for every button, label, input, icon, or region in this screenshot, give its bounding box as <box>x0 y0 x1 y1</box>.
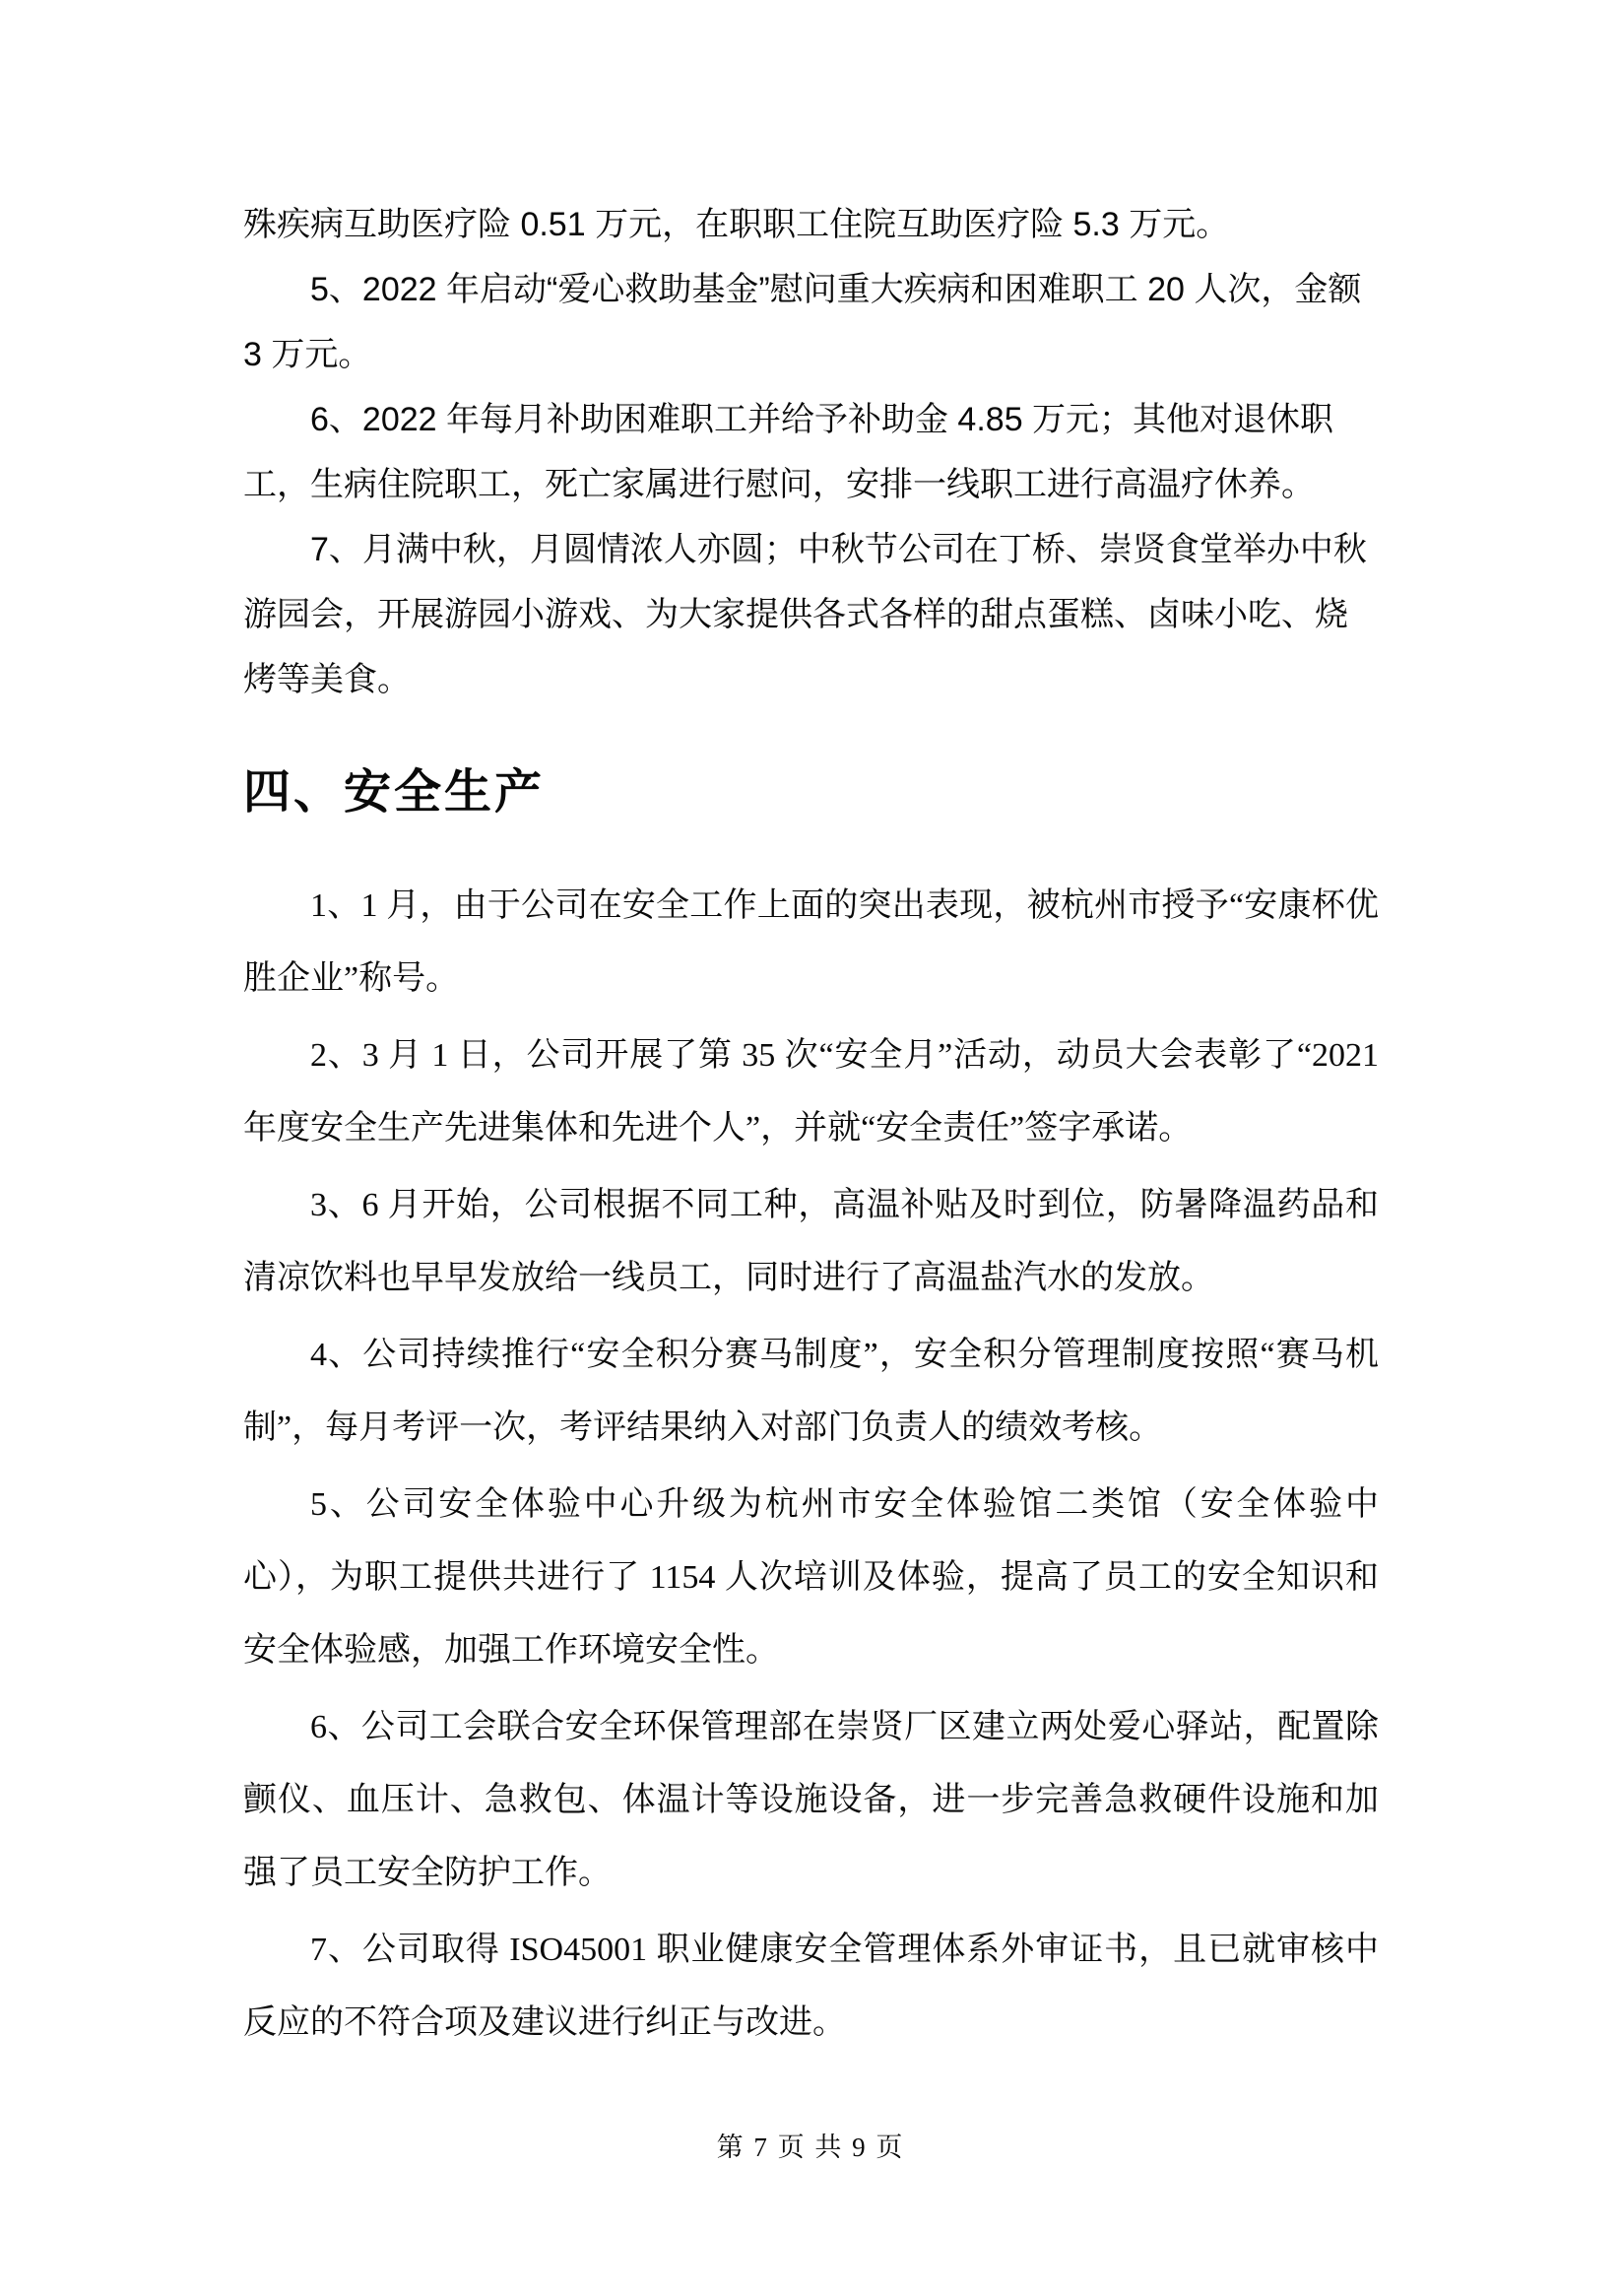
page-content <box>243 192 1379 2064</box>
section-welfare-carryover <box>243 192 1379 712</box>
section-heading: 四、安全生产 <box>243 766 546 819</box>
paragraph: 6、公司工会联合安全环保管理部在崇贤厂区建立两处爱心驿站，配置除颤仪、血压计、急救包、体温计等设施设备，进一步完善急救硬件设施和加强了员工安全防护工作。 <box>243 1709 1379 1891</box>
page-footer: 第 7 页 共 9 页 <box>716 2132 905 2162</box>
paragraph: 5、公司安全体验中心升级为杭州市安全体验馆二类馆（安全体验中心），为职工提供共进行了 1154 人次培训及体验，提高了员工的安全知识和安全体验感，加强工作环境安全性。 <box>243 1486 1379 1669</box>
paragraph: 7、公司取得 ISO45001 职业健康安全管理体系外审证书，且已就审核中反应的不符合项及建议进行纠正与改进。 <box>243 1932 1379 2041</box>
paragraph: 2、3 月 1 日，公司开展了第 35 次“安全月”活动，动员大会表彰了“2021 年度安全生产先进集体和先进个人”，并就“安全责任”签字承诺。 <box>243 1037 1379 1147</box>
paragraph: 6、2022 年每月补助困难职工并给予补助金 4.85 万元；其他对退休职工，生病住院职工，死亡家属进行慰问，安排一线职工进行高温疗休养。 <box>243 401 1334 503</box>
paragraph: 殊疾病互助医疗险 0.51 万元，在职职工住院互助医疗险 5.3 万元。 <box>243 206 1230 243</box>
paragraph: 5、2022 年启动“爱心救助基金”慰问重大疾病和困难职工 20 人次，金额 3 万元。 <box>243 271 1362 373</box>
paragraph: 4、公司持续推行“安全积分赛马制度”，安全积分管理制度按照“赛马机制”，每月考评一次，考评结果纳入对部门负责人的绩效考核。 <box>243 1337 1379 1446</box>
paragraph: 1、1 月，由于公司在安全工作上面的突出表现，被杭州市授予“安康杯优胜企业”称号。 <box>243 887 1379 997</box>
paragraph: 7、月满中秋，月圆情浓人亦圆；中秋节公司在丁桥、崇贤食堂举办中秋游园会，开展游园小游戏、为大家提供各式各样的甜点蛋糕、卤味小吃、烧烤等美食。 <box>243 531 1367 698</box>
section-safety <box>243 870 1379 2060</box>
paragraph: 3、6 月开始，公司根据不同工种，高温补贴及时到位，防暑降温药品和清凉饮料也早早发放给一线员工，同时进行了高温盐汽水的发放。 <box>243 1187 1379 1296</box>
